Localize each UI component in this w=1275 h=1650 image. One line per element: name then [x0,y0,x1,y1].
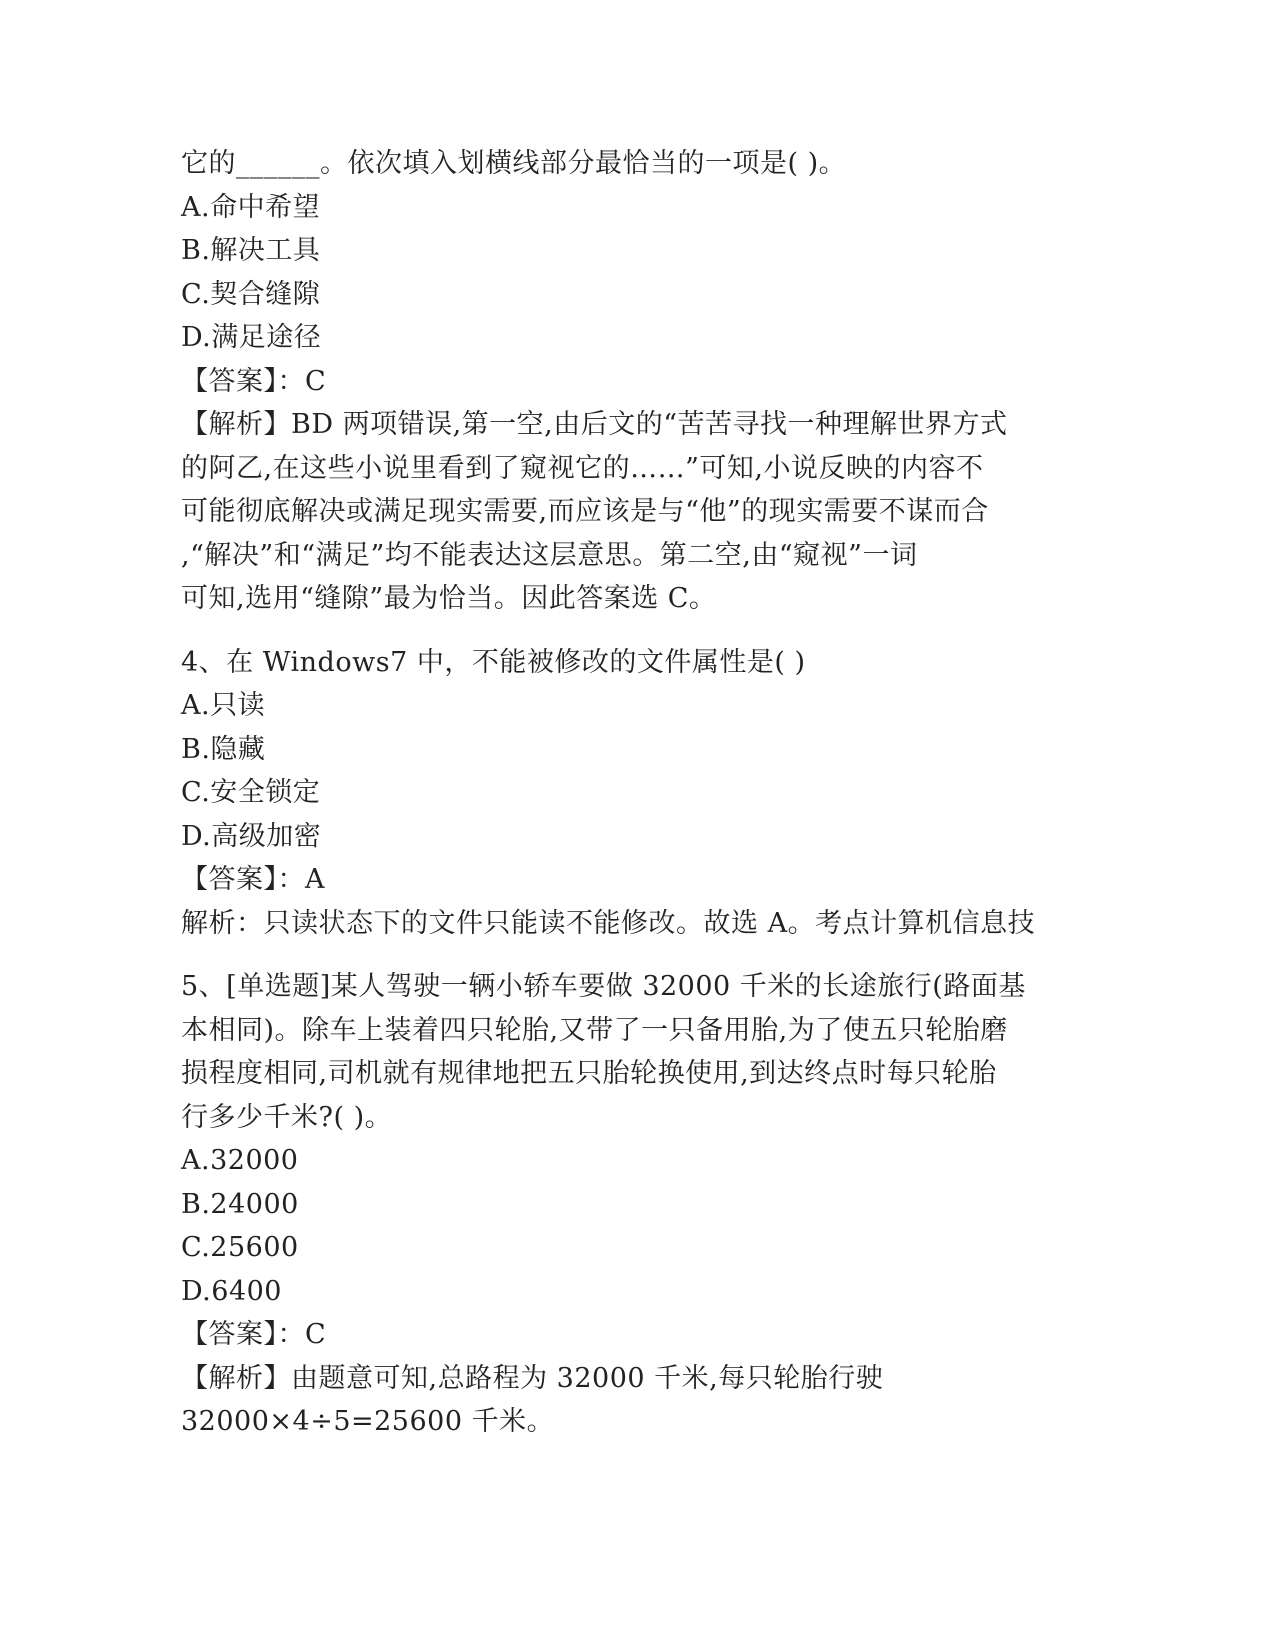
answer: 【答案】：A [181,864,325,895]
analysis-line: 可能彻底解决或满足现实需要,而应该是与“他”的现实需要不谋而合 [181,496,989,527]
option-c: C.安全锁定 [181,777,321,808]
question-5-block [181,965,1081,1444]
question-5-text: 损程度相同,司机就有规律地把五只胎轮换使用,到达终点时每只轮胎 [181,1058,997,1089]
option-a: A.只读 [181,690,266,721]
option-b: B.24000 [181,1188,299,1220]
answer: 【答案】：C [181,365,327,397]
question-5-text: 5、[单选题]某人驾驶一辆小轿车要做 32000 千米的长途旅行(路面基 [181,971,1026,1002]
question-4-text: 4、在 Windows7 中，不能被修改的文件属性是( ) [181,646,806,678]
option-c: C.契合缝隙 [181,278,321,310]
option-d: D.满足途径 [181,322,322,353]
option-a: A.命中希望 [181,191,321,223]
question-3-block [181,142,1081,621]
analysis-line: ,“解决”和“满足”均不能表达这层意思。第二空,由“窥视”一词 [181,539,918,571]
analysis-line: 的阿乙,在这些小说里看到了窥视它的……”可知,小说反映的内容不 [181,452,984,484]
option-c: C.25600 [181,1232,299,1263]
option-d: D.高级加密 [181,820,322,852]
analysis-line: 【解析】由题意可知,总路程为 32000 千米,每只轮胎行驶 [181,1362,884,1394]
analysis-line: 解析：只读状态下的文件只能读不能修改。故选 A。考点计算机信息技 [181,907,1036,939]
analysis-line: 【解析】BD 两项错误,第一空,由后文的“苦苦寻找一种理解世界方式 [181,409,1008,440]
spacer [181,945,1081,965]
question-4-block [181,641,1081,946]
answer: 【答案】：C [181,1319,327,1350]
analysis-line: 可知,选用“缝隙”最为恰当。因此答案选 C。 [181,583,717,614]
option-d: D.6400 [181,1275,282,1307]
question-3-tail: 它的______。依次填入划横线部分最恰当的一项是( )。 [181,148,847,179]
spacer [181,621,1081,641]
document-page [181,142,1081,1444]
question-5-text: 行多少千米?( )。 [181,1101,393,1133]
option-b: B.隐藏 [181,733,266,765]
analysis-line: 32000×4÷5=25600 千米。 [181,1406,555,1437]
question-5-text: 本相同)。除车上装着四只轮胎,又带了一只备用胎,为了使五只轮胎磨 [181,1014,1008,1046]
option-b: B.解决工具 [181,235,321,266]
option-a: A.32000 [181,1145,299,1176]
